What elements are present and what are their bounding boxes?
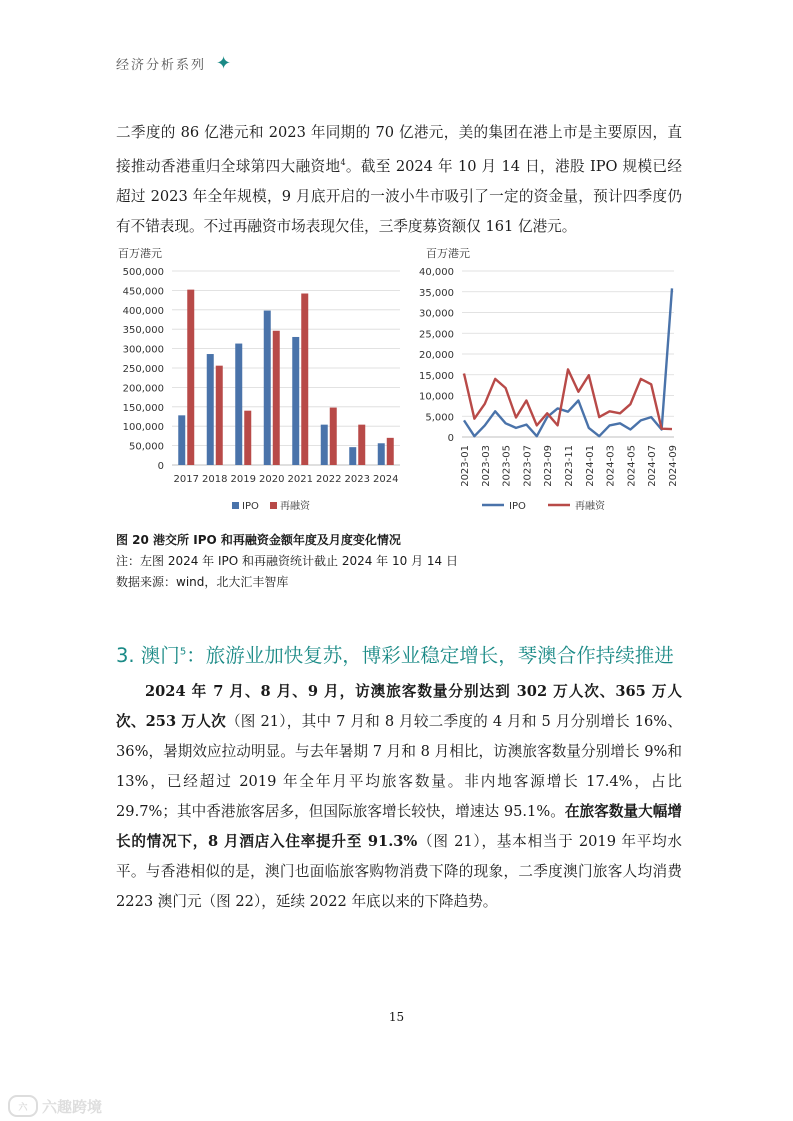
bar-x-tick: 2022 (316, 474, 342, 485)
bar-refinancing-2023 (358, 425, 365, 465)
line-x-tick: 2024-05 (626, 445, 638, 487)
line-y-tick: 0 (447, 433, 454, 444)
bar-refinancing-2020 (273, 331, 280, 465)
bar-y-tick: 450,000 (122, 286, 164, 298)
bar-x-tick: 2020 (259, 474, 285, 485)
bar-ipo-2023 (349, 447, 356, 465)
bar-y-tick: 50,000 (129, 441, 164, 453)
line-y-tick: 20,000 (419, 350, 454, 361)
bar-ipo-2018 (207, 354, 214, 465)
footnote-ref-4[interactable]: 4 (340, 158, 346, 167)
line-x-tick: 2024-09 (668, 445, 679, 487)
line-x-tick: 2023-09 (543, 445, 555, 487)
bar-y-tick: 400,000 (122, 305, 164, 317)
paragraph-2-bold-2: 在旅客数量大幅增长的情况下，8 月酒店入住率提升至 91.3% (116, 803, 682, 850)
section-title-b: ：旅游业加快复苏，博彩业稳定增长，琴澳合作持续推进 (186, 644, 674, 667)
watermark-text: 六趣跨境 (42, 1097, 103, 1116)
footnote-ref-5[interactable]: 5 (179, 646, 187, 658)
line-legend-label: 再融资 (575, 501, 605, 512)
line-x-tick: 2023-07 (522, 445, 534, 487)
line-chart-svg (410, 243, 690, 523)
page-header (116, 54, 231, 73)
bar-x-tick: 2017 (173, 474, 199, 485)
bar-y-tick: 0 (157, 461, 164, 472)
line-y-tick: 5,000 (425, 412, 454, 424)
line-y-tick: 30,000 (419, 308, 454, 320)
bar-y-tick: 250,000 (122, 364, 164, 375)
watermark-logo-icon: 六 (8, 1095, 38, 1117)
paragraph-1-text-2: 。截至 2024 年 10 月 14 日，港股 IPO 规模已经超过 2023 年全年规模，9 月底开启的一波小牛市吸引了一定的资金量，预计四季度仍有不错表现。不过再融资市场表现欠佳，三季度募资额仅 161 亿港元。 (116, 157, 682, 235)
bar-chart (116, 243, 416, 523)
watermark (8, 1095, 102, 1117)
bar-ipo-2020 (264, 311, 271, 465)
paragraph-2-text-1: （图 21），其中 7 月和 8 月较二季度的 4 月和 5 月分别增长 16%、36%，暑期效应拉动明显。与去年暑期 7 月和 8 月相比，访澳旅客数量分别增长 9%和 13%，已经超过 2019 年全年月平均旅客数量。非内地客源增长 17.4%，占比 29.7%；其中香港旅客居多，但国际旅客增长较快，增速达 95.1%。 (116, 713, 682, 820)
line-x-tick: 2023-11 (564, 445, 575, 487)
bar-y-tick: 350,000 (122, 325, 164, 337)
bar-refinancing-2017 (187, 290, 194, 465)
paragraph-1 (116, 118, 682, 242)
bar-ipo-2024 (378, 443, 385, 465)
line-series-ipo (464, 288, 672, 436)
line-x-tick: 2024-07 (647, 445, 659, 487)
bar-y-tick: 200,000 (122, 383, 164, 395)
bar-ipo-2019 (235, 344, 242, 465)
section-title-a: 3. 澳门 (116, 644, 180, 667)
bar-ipo-2017 (178, 415, 185, 465)
figure-note: 注：左图 2024 年 IPO 和再融资统计截止 2024 年 10 月 14 日 (116, 554, 458, 568)
paragraph-2-text-2: （图 21），基本相当于 2019 年平均水平。与香港相似的是，澳门也面临旅客购物消费下降的现象，二季度澳门旅客人均消费 2223 澳门元（图 22），延续 2022 年底以来的下降趋势。 (116, 833, 682, 910)
bar-legend-label: 再融资 (280, 501, 310, 512)
bar-ipo-2022 (321, 425, 328, 465)
line-y-tick: 10,000 (419, 391, 454, 403)
bar-refinancing-2024 (387, 438, 394, 465)
bar-refinancing-2022 (330, 408, 337, 465)
bar-x-tick: 2019 (230, 474, 256, 485)
bar-x-tick: 2018 (202, 474, 228, 485)
bar-y-tick: 100,000 (122, 422, 164, 434)
line-chart (410, 243, 690, 523)
line-x-tick: 2023-05 (501, 445, 513, 487)
line-x-tick: 2023-03 (480, 445, 492, 487)
bar-ipo-2021 (292, 337, 299, 465)
bar-y-tick: 500,000 (122, 267, 164, 278)
line-y-tick: 15,000 (419, 370, 454, 382)
bar-x-tick: 2023 (344, 474, 370, 485)
bar-legend-swatch-0 (232, 502, 239, 509)
figure-source: 数据来源：wind，北大汇丰智库 (116, 575, 289, 589)
bar-x-tick: 2021 (287, 474, 313, 485)
paragraph-1-text: 二季度的 86 亿港元和 2023 年同期的 70 亿港元，美的集团在港上市是主要原因，直接推动香港重归全球第四大融资地 (116, 124, 682, 175)
paragraph-2-bold-1: 2024 年 7 月、8 月、9 月，访澳旅客数量分别达到 302 万人次、365 万人次、253 万人次 (116, 683, 682, 730)
bar-unit-label: 百万港元 (118, 247, 162, 260)
bar-legend-swatch-1 (270, 502, 277, 509)
bar-legend-label: IPO (242, 501, 259, 512)
line-y-tick: 35,000 (419, 287, 454, 299)
line-y-tick: 40,000 (419, 267, 454, 278)
page-number: 15 (388, 1010, 405, 1024)
series-title: 经济分析系列 (116, 58, 207, 73)
bar-refinancing-2019 (244, 411, 251, 465)
bar-x-tick: 2024 (373, 474, 399, 485)
line-x-tick: 2024-01 (584, 445, 596, 487)
bar-y-tick: 150,000 (122, 402, 164, 414)
line-x-tick: 2024-03 (605, 445, 617, 487)
line-legend-label: IPO (509, 501, 526, 512)
bar-refinancing-2021 (301, 294, 308, 465)
bar-y-tick: 300,000 (122, 344, 164, 356)
bar-refinancing-2018 (216, 366, 223, 465)
line-x-tick: 2023-01 (460, 445, 471, 487)
section-heading (116, 640, 674, 668)
line-unit-label: 百万港元 (426, 247, 470, 260)
bar-chart-svg (116, 243, 416, 523)
figure-title: 图 20 港交所 IPO 和再融资金额年度及月度变化情况 (116, 533, 401, 547)
line-y-tick: 25,000 (419, 329, 454, 341)
paragraph-2 (116, 677, 682, 917)
four-point-star-icon: ✦ (216, 52, 232, 74)
